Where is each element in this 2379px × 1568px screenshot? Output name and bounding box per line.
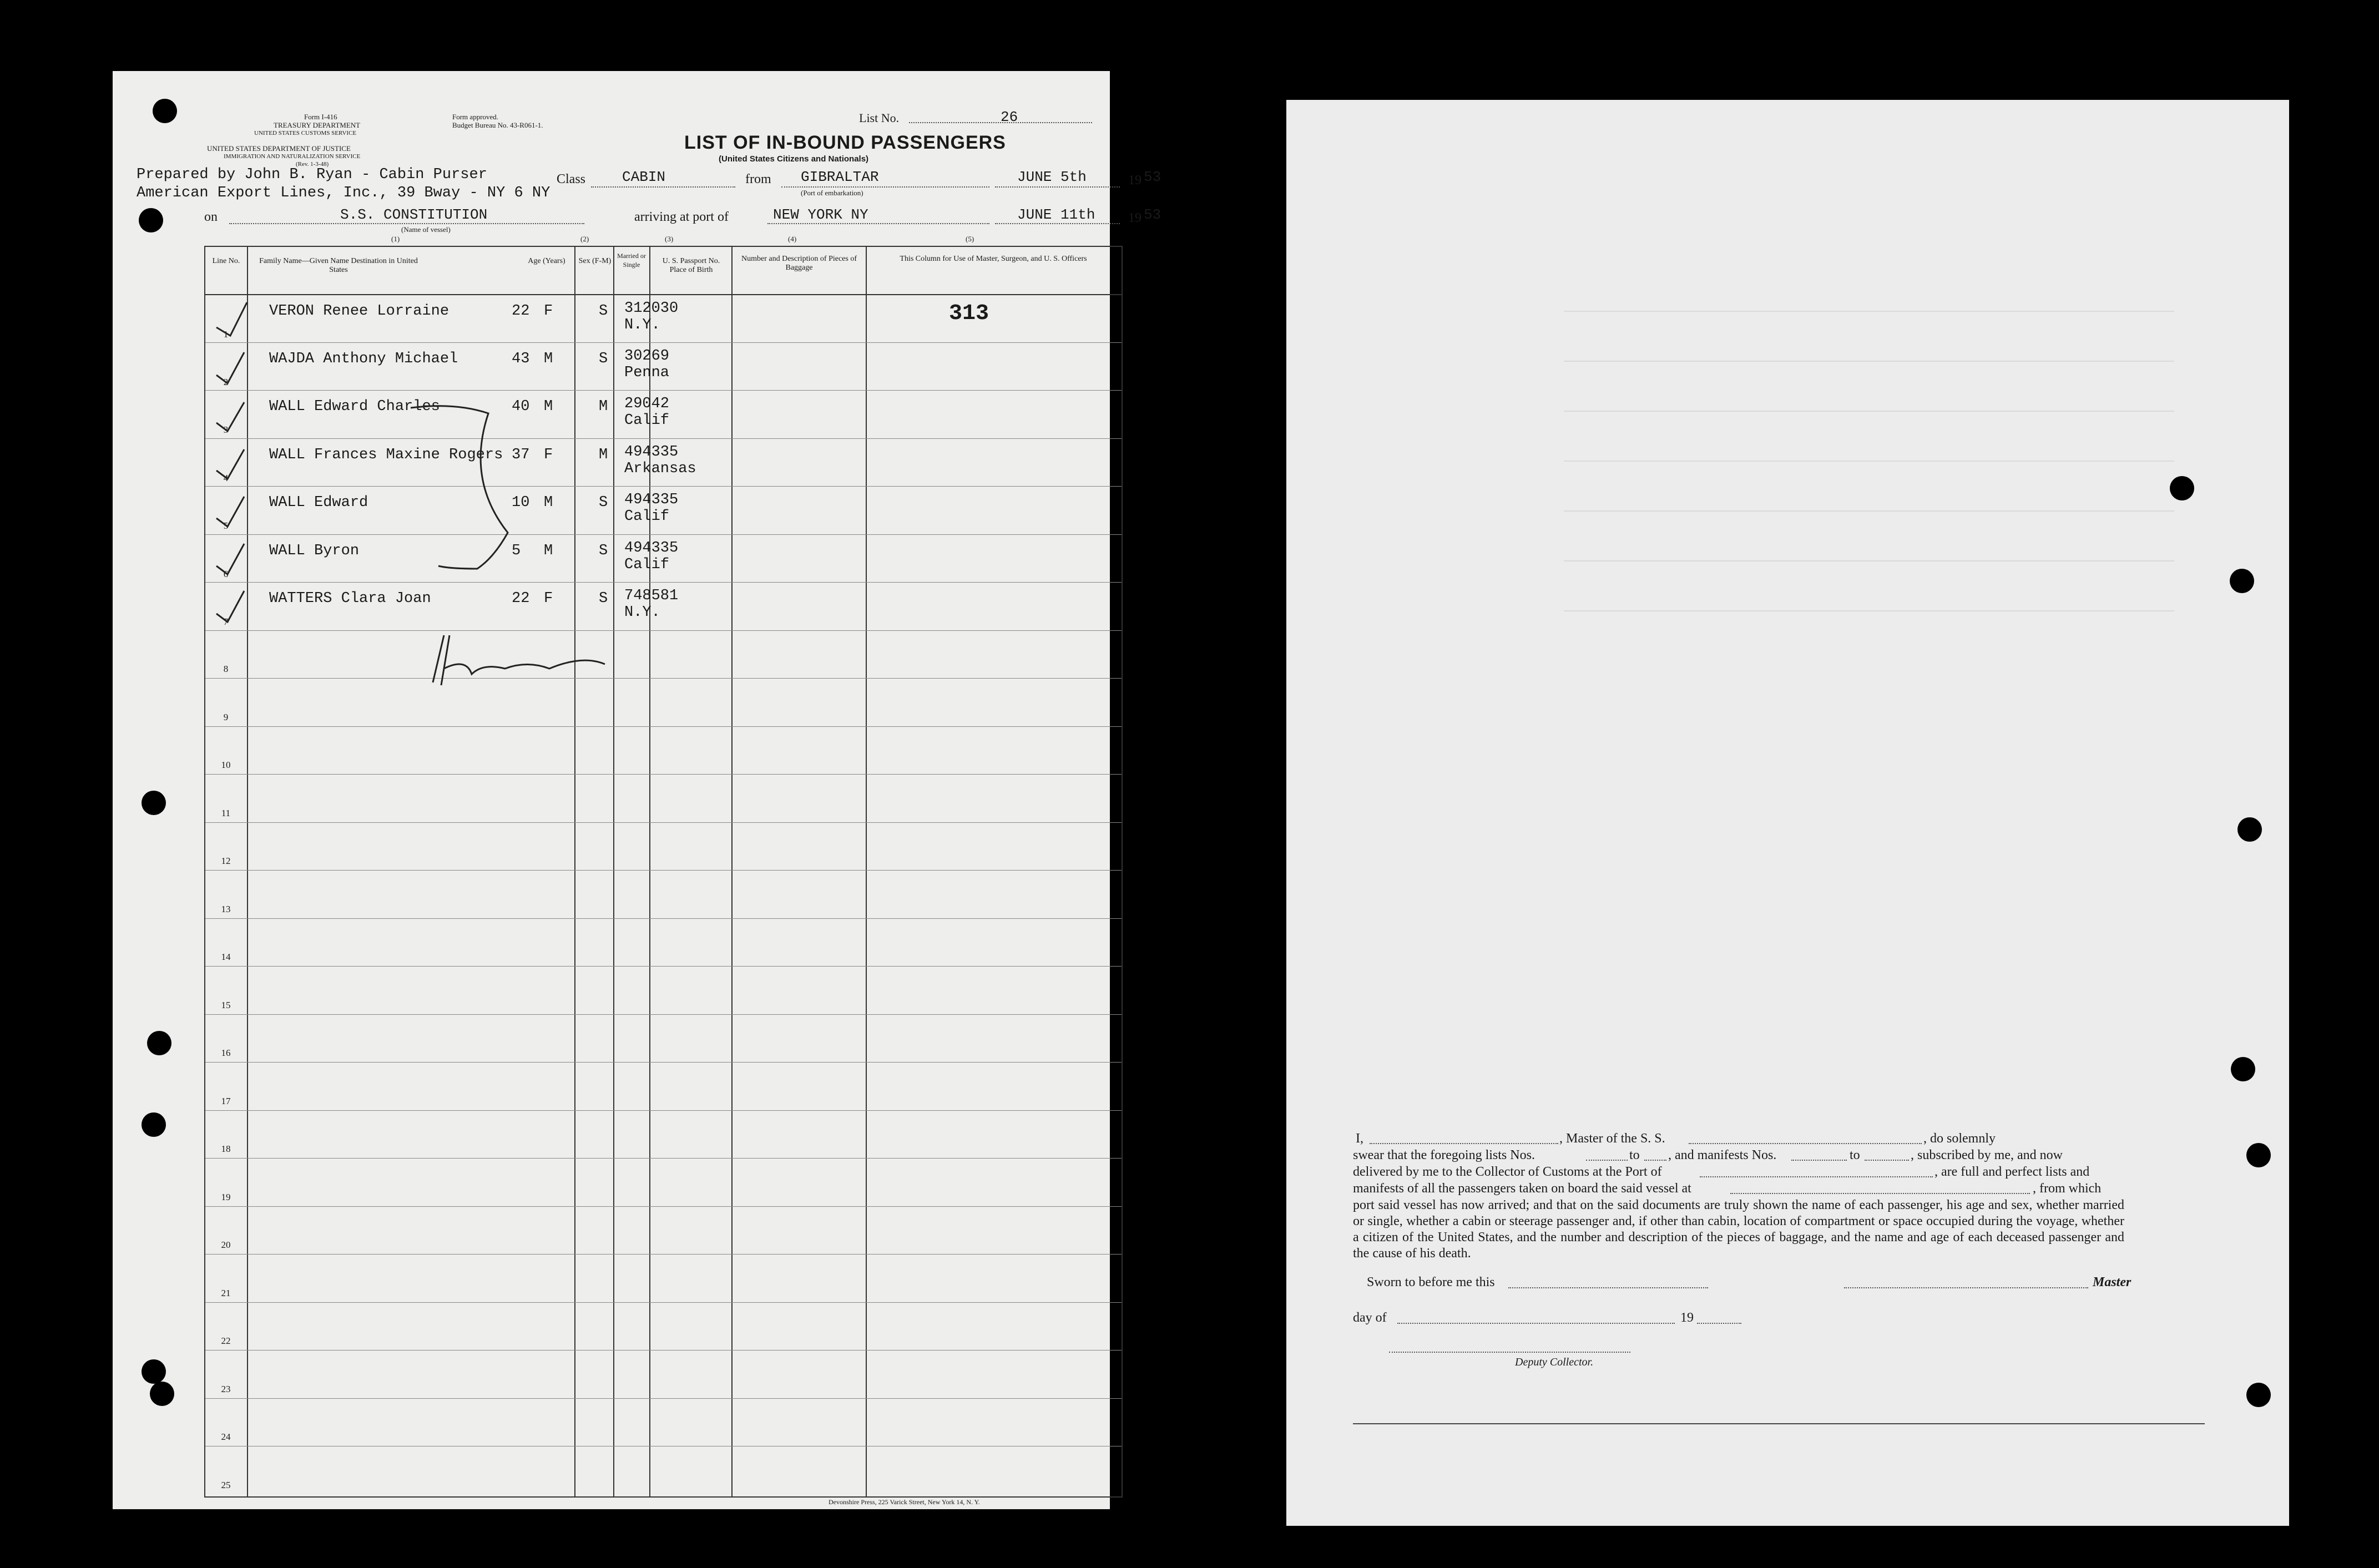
line-number: 18 — [221, 1144, 231, 1154]
passenger-sex: M — [544, 494, 553, 511]
oath-line-4b: , from which — [2033, 1181, 2102, 1196]
ins-label: IMMIGRATION AND NATURALIZATION SERVICE — [224, 153, 361, 160]
officer-mark: 313 — [949, 301, 989, 326]
on-label: on — [204, 210, 218, 224]
line-number: 9 — [223, 712, 229, 722]
header-baggage: Number and Description of Pieces of Baggage — [741, 255, 857, 272]
class-line — [591, 186, 735, 188]
treasury-label: TREASURY DEPARTMENT — [274, 121, 361, 129]
passenger-married: S — [599, 590, 608, 607]
arriving-label: arriving at port of — [634, 210, 729, 224]
binding-hole — [2237, 817, 2262, 842]
master-signature-field — [1844, 1287, 2088, 1288]
passport-number: 494335 — [624, 492, 679, 508]
depart-year-prefix: 19 — [1128, 173, 1141, 188]
passenger-age: 5 — [512, 543, 521, 559]
page-title: LIST OF IN-BOUND PASSENGERS — [684, 132, 1006, 153]
passport-number: 748581 — [624, 588, 679, 604]
binding-hole — [147, 1031, 171, 1055]
line-number: 14 — [221, 952, 231, 962]
manifest-from-field — [1791, 1160, 1847, 1161]
oath-line-2e: , subscribed by me, and now — [1911, 1148, 2063, 1162]
binding-hole — [150, 1382, 174, 1406]
passenger-name: WALL Edward Charles — [269, 398, 440, 415]
arrival-date-line — [995, 223, 1120, 224]
form-number: Form I-416 — [304, 113, 337, 121]
binding-hole — [2231, 1057, 2255, 1081]
row-rule — [205, 822, 1122, 823]
oath-line-1c: , do solemnly — [1923, 1131, 1996, 1146]
header-sex: Sex (F-M) — [578, 257, 612, 265]
row-rule — [205, 1206, 1122, 1207]
passenger-married: S — [599, 543, 608, 559]
day-field — [1397, 1323, 1675, 1324]
line-number: 23 — [221, 1384, 231, 1394]
row-rule — [205, 1398, 1122, 1399]
passport-number: 30269 — [624, 348, 670, 365]
line-number: 11 — [221, 808, 231, 818]
line-number: 12 — [221, 856, 231, 866]
from-line — [781, 186, 989, 188]
day-of-label: day of — [1353, 1311, 1387, 1325]
line-number: 13 — [221, 904, 231, 914]
master-name-field — [1370, 1143, 1558, 1144]
handwritten-marks — [205, 247, 1122, 746]
passenger-age: 43 — [512, 351, 530, 367]
passenger-married: M — [599, 398, 608, 415]
binding-hole — [2246, 1383, 2271, 1407]
header-passport: U. S. Passport No. Place of Birth — [662, 257, 720, 274]
passenger-sex: M — [544, 398, 553, 415]
arrival-port-line — [767, 223, 989, 224]
passenger-name: VERON Renee Lorraine — [269, 303, 449, 320]
customs-label: UNITED STATES CUSTOMS SERVICE — [254, 130, 357, 136]
binding-hole — [142, 1359, 166, 1384]
deputy-signature-field — [1389, 1352, 1630, 1353]
binding-hole — [142, 791, 166, 815]
line-number: 4 — [223, 473, 229, 483]
passenger-age: 10 — [512, 494, 530, 511]
line-number: 15 — [221, 1000, 231, 1010]
line-number: 10 — [221, 760, 231, 770]
vessel-field — [1689, 1143, 1922, 1144]
row-rule — [205, 918, 1122, 919]
birthplace: Arkansas — [624, 461, 696, 477]
class-label: Class — [557, 172, 586, 186]
depart-date: JUNE 5th — [1017, 169, 1087, 185]
line-number: 1 — [223, 329, 229, 340]
passenger-name: WALL Frances Maxine Rogers — [269, 447, 503, 463]
row-rule — [205, 870, 1122, 871]
passenger-married: S — [599, 351, 608, 367]
oath-line-1a: I, — [1356, 1131, 1363, 1146]
passenger-name: WAJDA Anthony Michael — [269, 351, 458, 367]
passenger-sex: F — [544, 447, 553, 463]
page-subtitle: (United States Citizens and Nationals) — [719, 154, 869, 164]
form-approved: Form approved. — [452, 113, 499, 121]
passenger-sex: F — [544, 590, 553, 607]
company: American Export Lines, Inc., 39 Bway - NY 6 NY — [137, 185, 550, 201]
header-married: Married or Single — [617, 252, 646, 269]
sworn-date-field — [1508, 1287, 1708, 1288]
list-no-value: 26 — [1001, 109, 1018, 125]
binding-hole — [2246, 1143, 2271, 1167]
line-number: 17 — [221, 1096, 231, 1106]
line-number: 19 — [221, 1192, 231, 1202]
birthplace: Calif — [624, 508, 670, 525]
deputy-label: Deputy Collector. — [1515, 1356, 1594, 1368]
passenger-age: 22 — [512, 303, 530, 320]
rev-label: (Rev. 1-3-48) — [296, 161, 329, 168]
birthplace: Calif — [624, 412, 670, 429]
bleed-through — [1564, 311, 2202, 755]
header-age: Age (Years) — [528, 257, 565, 265]
arrival-date: JUNE 11th — [1017, 206, 1095, 223]
col-num-5: (5) — [966, 235, 974, 243]
line-number: 24 — [221, 1432, 231, 1442]
oath-line-3a: delivered by me to the Collector of Customs at the Port of — [1353, 1165, 1662, 1179]
oath-line-2a: swear that the foregoing lists Nos. — [1353, 1148, 1535, 1162]
row-rule — [205, 1254, 1122, 1255]
year-label: 19 — [1680, 1311, 1694, 1325]
passport-number: 494335 — [624, 444, 679, 461]
arrival-year: 53 — [1144, 206, 1161, 223]
row-rule — [205, 1110, 1122, 1111]
passenger-sex: M — [544, 543, 553, 559]
oath-body: port said vessel has now arrived; and that on the said documents are truly shown the name of each passenger, his age and sex, whether married or single, whether a cabin or steerage passenger and, if other than cabin, location of compartment or space occupied during the voyage, whether a citizen of the United States, and the number and description of the pieces of baggage, and the name and age of each deceased passenger and the cause of his death. — [1353, 1198, 2124, 1261]
binding-hole — [2230, 569, 2254, 593]
birthplace: Penna — [624, 365, 670, 381]
passenger-age: 22 — [512, 590, 530, 607]
from-value: GIBRALTAR — [801, 169, 879, 185]
budget-bureau: Budget Bureau No. 43-R061-1. — [452, 121, 543, 129]
row-rule — [205, 1158, 1122, 1159]
row-rule — [205, 774, 1122, 775]
line-number: 22 — [221, 1336, 231, 1346]
oath-line-1b: , Master of the S. S. — [1559, 1131, 1665, 1146]
master-label: Master — [2093, 1275, 2131, 1289]
sworn-label: Sworn to before me this — [1367, 1275, 1495, 1289]
justice-label: UNITED STATES DEPARTMENT OF JUSTICE — [207, 144, 351, 153]
line-number: 5 — [223, 520, 229, 531]
oath-line-3b: , are full and perfect lists and — [1934, 1165, 2090, 1179]
row-rule — [205, 966, 1122, 967]
col-num-3: (3) — [665, 235, 674, 243]
birthplace: Calif — [624, 557, 670, 573]
row-rule — [205, 1014, 1122, 1015]
passport-number: 312030 — [624, 300, 679, 317]
prepared-by: Prepared by John B. Ryan - Cabin Purser — [137, 166, 487, 183]
passenger-age: 37 — [512, 447, 530, 463]
binding-hole — [2170, 476, 2194, 500]
vessel-line — [229, 223, 584, 224]
header-line-no: Line No. — [212, 257, 240, 265]
oath-line-2d: to — [1850, 1148, 1860, 1162]
from-label: from — [745, 172, 771, 186]
class-value: CABIN — [622, 169, 666, 185]
binding-hole — [139, 208, 163, 232]
passenger-married: M — [599, 447, 608, 463]
manifest-to-field — [1865, 1160, 1909, 1161]
arrival-year-prefix: 19 — [1128, 211, 1141, 225]
binding-hole — [142, 1112, 166, 1137]
vessel-label: (Name of vessel) — [401, 225, 451, 234]
passenger-name: WATTERS Clara Joan — [269, 590, 431, 607]
list-no-label: List No. — [859, 111, 900, 125]
passenger-sex: M — [544, 351, 553, 367]
passport-number: 29042 — [624, 396, 670, 412]
row-rule — [205, 1302, 1122, 1303]
manifest-page-front — [113, 71, 1161, 1509]
port-embark-label: (Port of embarkation) — [801, 189, 863, 197]
printer-imprint: Devonshire Press, 225 Varick Street, New York 14, N. Y. — [829, 1498, 980, 1506]
line-number: 3 — [223, 424, 229, 435]
oath-line-4a: manifests of all the passengers taken on board the said vessel at — [1353, 1181, 1691, 1196]
passenger-married: S — [599, 494, 608, 511]
line-number: 6 — [223, 569, 229, 579]
passenger-age: 40 — [512, 398, 530, 415]
col-num-2: (2) — [580, 235, 589, 243]
line-number: 16 — [221, 1048, 231, 1058]
depart-date-line — [995, 186, 1120, 188]
vessel-name: S.S. CONSTITUTION — [340, 206, 488, 223]
birthplace: N.Y. — [624, 317, 660, 333]
birthplace: N.Y. — [624, 604, 660, 621]
line-number: 8 — [223, 664, 229, 674]
year-field — [1697, 1323, 1741, 1324]
line-number: 20 — [221, 1240, 231, 1250]
bottom-rule — [1353, 1423, 2205, 1424]
line-number: 7 — [223, 616, 229, 627]
departure-port-field — [1730, 1193, 2030, 1194]
passenger-name: WALL Byron — [269, 543, 360, 559]
line-number: 21 — [221, 1288, 231, 1298]
manifest-page-back — [1286, 100, 2289, 1526]
passenger-sex: F — [544, 303, 553, 320]
line-number: 25 — [221, 1480, 231, 1490]
list-to-field — [1644, 1160, 1666, 1161]
header-name: Family Name—Given Name Destination in United States — [259, 257, 418, 274]
header-officers: This Column for Use of Master, Surgeon, and U. S. Officers — [900, 255, 1087, 263]
passenger-table — [204, 246, 1123, 1498]
col-num-4: (4) — [788, 235, 797, 243]
binding-hole — [153, 99, 177, 123]
oath-line-2c: , and manifests Nos. — [1668, 1148, 1777, 1162]
passenger-name: WALL Edward — [269, 494, 368, 511]
col-num-1: (1) — [391, 235, 400, 243]
list-from-field — [1586, 1160, 1628, 1161]
oath-line-2b: to — [1629, 1148, 1640, 1162]
passport-number: 494335 — [624, 540, 679, 557]
arrival-port: NEW YORK NY — [773, 206, 868, 223]
line-number: 2 — [223, 377, 229, 387]
port-field — [1700, 1176, 1933, 1177]
passenger-married: S — [599, 303, 608, 320]
depart-year: 53 — [1144, 169, 1161, 185]
row-rule — [205, 1062, 1122, 1063]
